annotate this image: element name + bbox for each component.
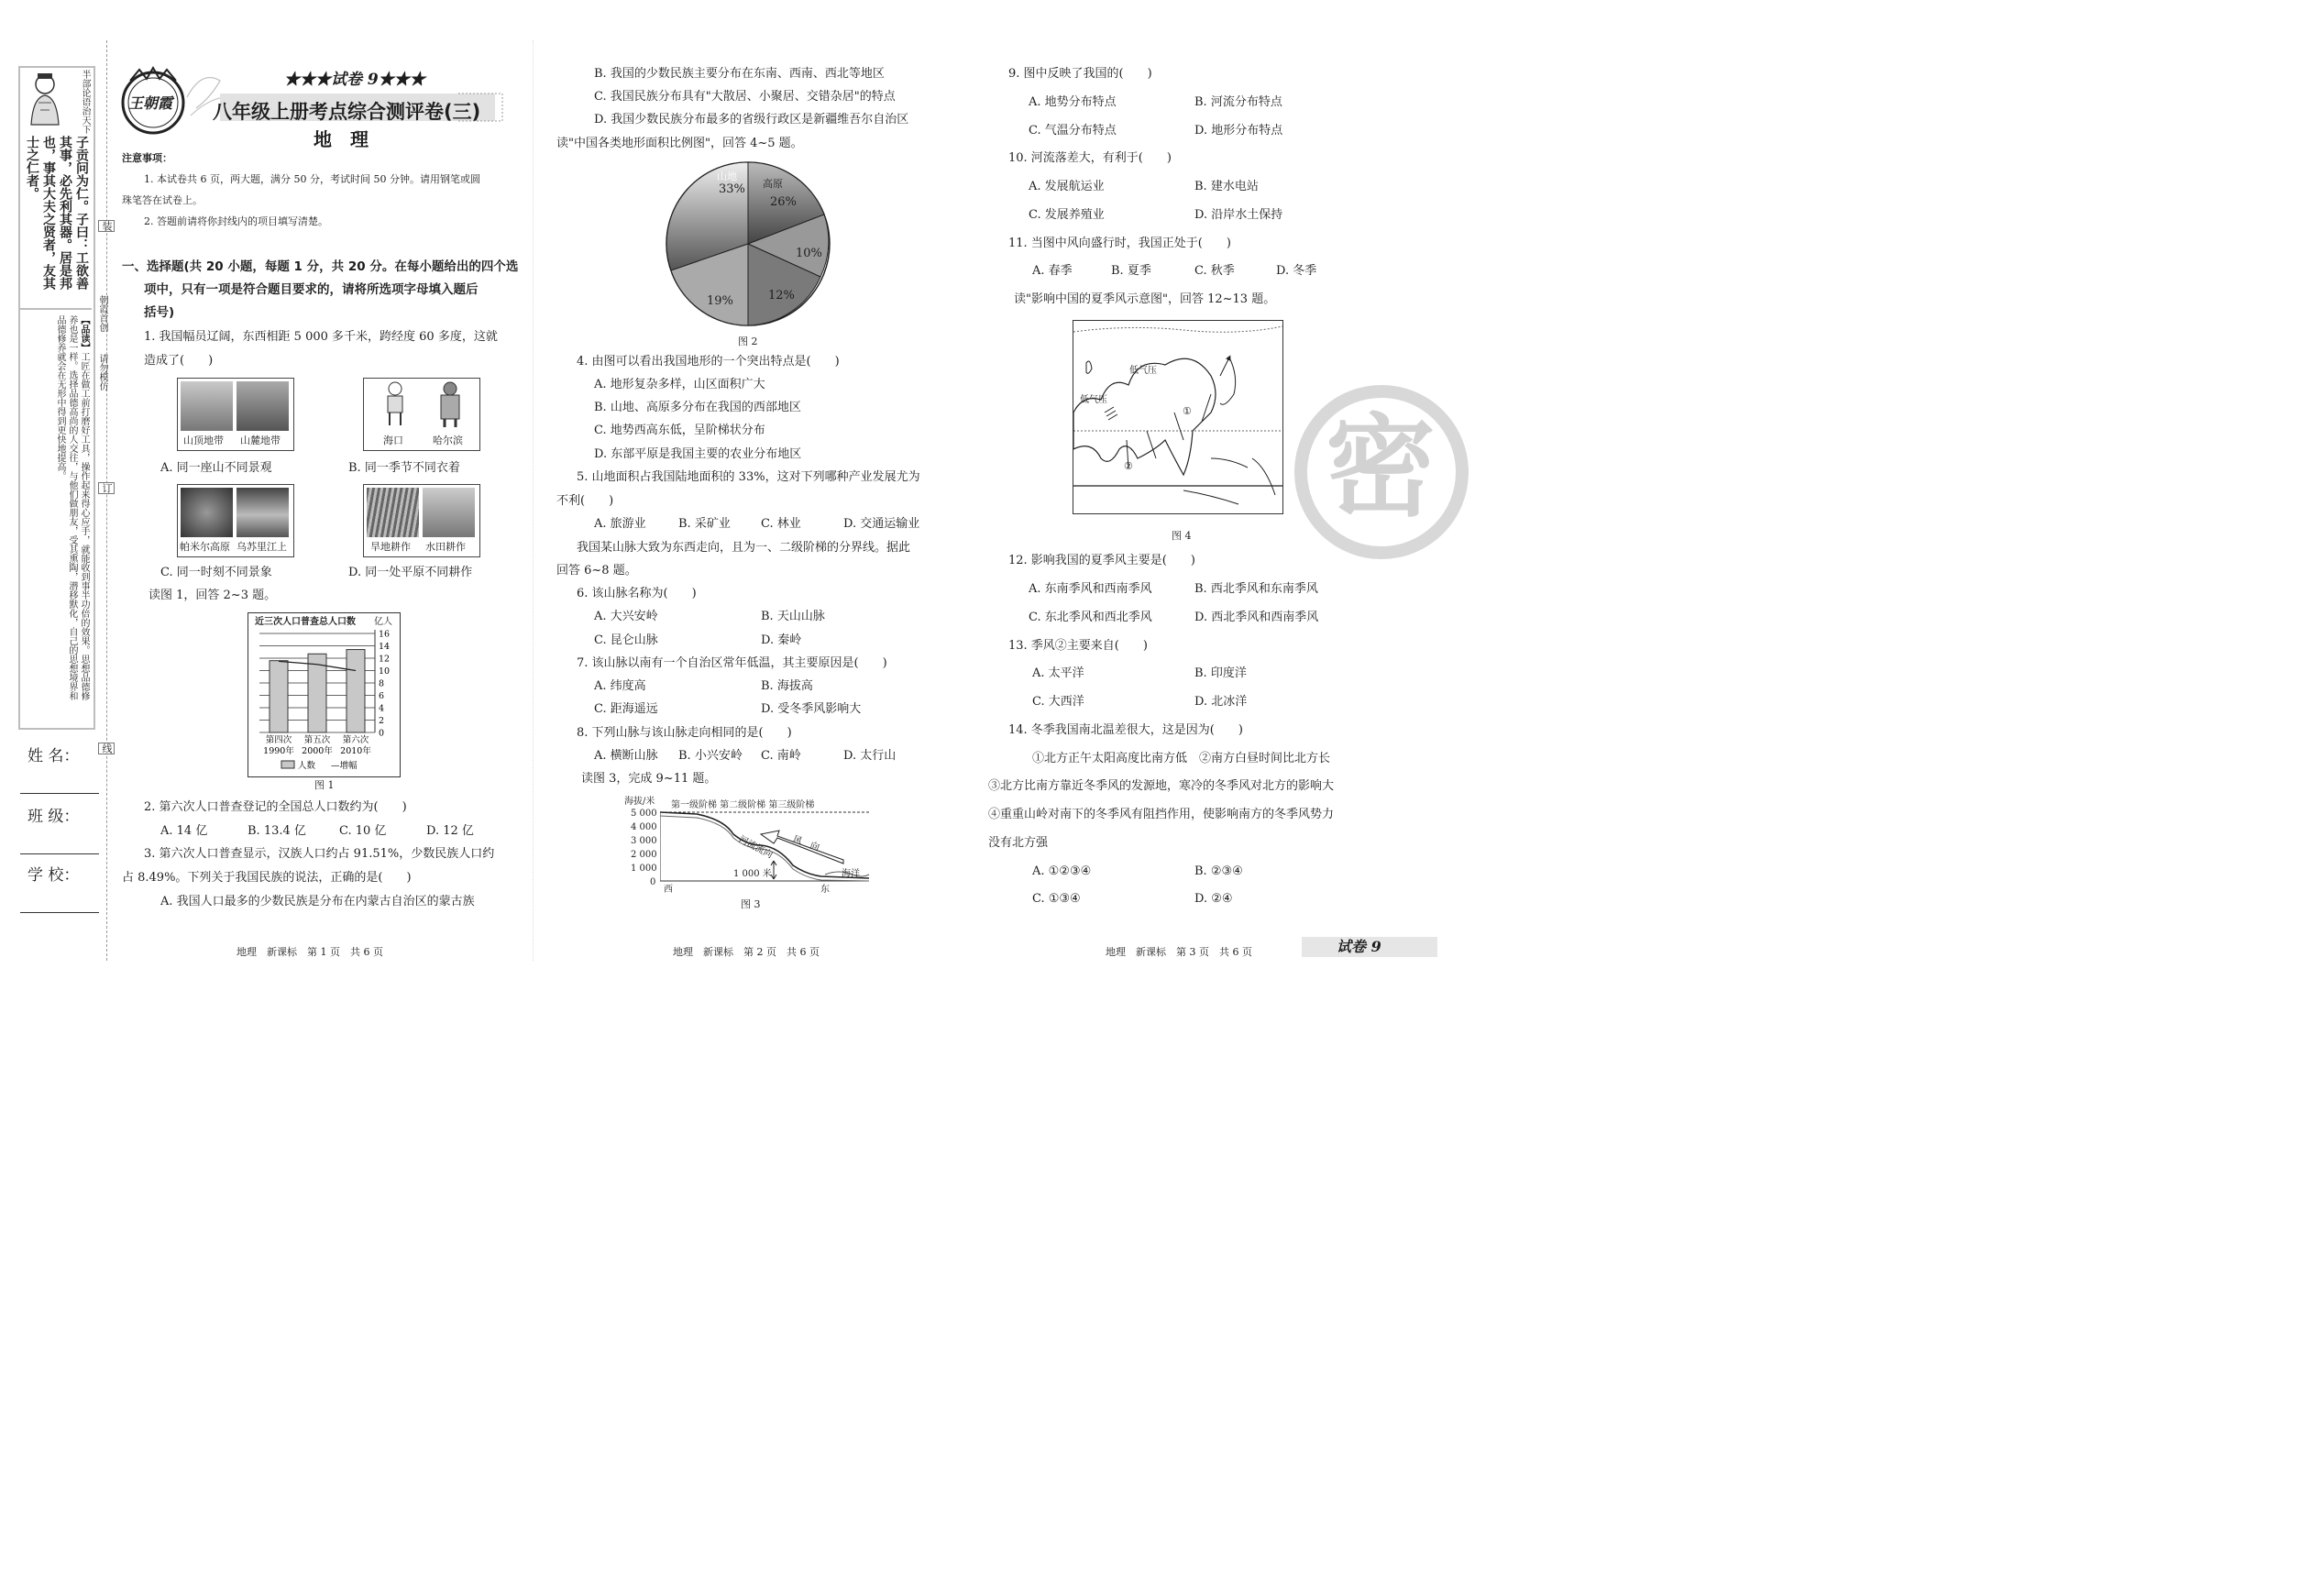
q9-stem: 9. 图中反映了我国的( ) (1008, 67, 1152, 81)
q6-option-c[interactable]: C. 昆仑山脉 (594, 633, 658, 647)
q5-option-d[interactable]: D. 交通运输业 (843, 517, 920, 531)
q1-label-a1: 山顶地带 (183, 435, 224, 446)
q13-option-a[interactable]: A. 太平洋 (1032, 666, 1084, 680)
fig4-caption: 图 4 (1172, 530, 1192, 542)
fig3-west-label: 西 (664, 885, 673, 895)
fig2-plateau-label: 高原 (763, 178, 783, 190)
fig1-unit: 亿人 (374, 617, 392, 627)
fig3-ytick-3000: 3 000 (631, 836, 657, 846)
notes-1a: 1. 本试卷共 6 页，两大题，满分 50 分，考试时间 50 分钟。请用钢笔或圆 (144, 173, 480, 185)
fig3-ytick-2000: 2 000 (631, 850, 657, 860)
fig3-caption: 图 3 (741, 898, 761, 910)
q14-option-b[interactable]: B. ②③④ (1194, 864, 1243, 878)
fig2-mountain-pct: 33% (719, 182, 745, 196)
fig1-ytick: 16 (379, 629, 391, 640)
q1-photo-c2 (237, 488, 289, 537)
q1-photo-c1 (181, 488, 233, 537)
fig4-low-pressure-2: 低气压 (1080, 395, 1107, 405)
q14-line4: 没有北方强 (988, 836, 1049, 850)
fig1-ytick: 8 (379, 678, 385, 689)
q11-option-d[interactable]: D. 冬季 (1276, 264, 1317, 278)
q1-person-icon-2 (436, 381, 464, 433)
footer-page-1: 地理 新课标 第 1 页 共 6 页 (237, 946, 383, 958)
fig2-intro: 读"中国各类地形面积比例图"，回答 4~5 题。 (556, 137, 803, 150)
fold-line-center (533, 40, 534, 961)
sidebar-pindu-text (24, 315, 90, 700)
fig1-ytick: 14 (379, 642, 391, 652)
sidebar-divider (20, 308, 92, 310)
q12-option-c[interactable]: C. 东北季风和西北季风 (1029, 611, 1152, 624)
q3-stem-1: 3. 第六次人口普查显示，汉族人口约占 91.51%，少数民族人口约 (144, 847, 495, 861)
fig3-east-label: 东 (820, 885, 830, 895)
q14-line3: ④重重山岭对南下的冬季风有阻挡作用，使影响南方的冬季风势力 (988, 808, 1335, 821)
school-field[interactable] (20, 911, 99, 913)
intro68-line1: 我国某山脉大致为东西走向，且为一、二级阶梯的分界线。据此 (577, 541, 911, 555)
notes-1b: 珠笔答在试卷上。 (122, 194, 203, 206)
q7-option-c[interactable]: C. 距海遥远 (594, 702, 658, 716)
logo-text: 王朝霞 (128, 94, 173, 112)
fold-text-2: 请勿模仿 (97, 354, 107, 391)
fig1-ytick: 2 (379, 716, 385, 726)
q3-option-b[interactable]: B. 我国的少数民族主要分布在东南、西南、西北等地区 (594, 67, 885, 81)
q4-option-c[interactable]: C. 地势西高东低，呈阶梯状分布 (594, 424, 765, 437)
fig3-yaxis-label: 海拔/米 (624, 797, 655, 807)
paper-title: 八年级上册考点综合测评卷(三) (213, 101, 481, 123)
q14-line1: ①北方正午太阳高度比南方低 ②南方白昼时间比北方长 (1032, 752, 1331, 765)
q8-option-d[interactable]: D. 太行山 (843, 749, 897, 763)
class-field[interactable] (20, 853, 99, 854)
name-field[interactable] (20, 792, 99, 794)
q5-option-c[interactable]: C. 林业 (761, 517, 801, 531)
paper-number: ★★★试卷 9★★★ (284, 71, 425, 89)
q1-person-icon-1 (381, 381, 409, 433)
class-label: 班 级： (28, 808, 80, 826)
q6-stem: 6. 该山脉名称为( ) (577, 587, 697, 600)
fig3-ytick-5000: 5 000 (631, 809, 657, 819)
fig1-legend-swatch (281, 761, 294, 768)
fold-line-left (106, 40, 107, 961)
q7-option-a[interactable]: A. 纬度高 (594, 679, 646, 693)
q3-option-d[interactable]: D. 我国少数民族分布最多的省级行政区是新疆维吾尔自治区 (594, 113, 909, 127)
q7-stem: 7. 该山脉以南有一个自治区常年低温，其主要原因是( ) (577, 656, 887, 670)
q12-option-b[interactable]: B. 西北季风和东南季风 (1194, 582, 1318, 596)
fig3-ytick-1000: 1 000 (631, 864, 657, 874)
q1-photo-a2 (237, 381, 289, 431)
fig1-chart (248, 612, 401, 777)
fig3-ytick-4000: 4 000 (631, 822, 657, 832)
fig2-caption: 图 2 (738, 336, 758, 347)
fig1-ytick: 0 (379, 728, 385, 739)
q7-option-d[interactable]: D. 受冬季风影响大 (761, 702, 862, 716)
footer-page-3: 地理 新课标 第 3 页 共 6 页 (1106, 946, 1252, 958)
fig1-xtick: 第五次 (303, 735, 331, 745)
fig1-intro: 读图 1，回答 2~3 题。 (149, 589, 277, 602)
fig4-marker-1: ① (1183, 405, 1192, 417)
q11-option-c[interactable]: C. 秋季 (1194, 264, 1235, 278)
q10-stem: 10. 河流落差大，有利于( ) (1008, 151, 1172, 165)
q3-option-a[interactable]: A. 我国人口最多的少数民族是分布在内蒙古自治区的蒙古族 (160, 895, 475, 908)
fold-text-1: 朝霞首创 (97, 295, 107, 332)
fig1-caption: 图 1 (314, 779, 335, 791)
fig3-intro: 读图 3，完成 9~11 题。 (581, 772, 717, 786)
fig1-ytick: 10 (379, 666, 391, 677)
q1-label-d2: 水田耕作 (425, 541, 466, 553)
q13-stem: 13. 季风②主要来自( ) (1008, 639, 1148, 653)
fig1-legend-line: —增幅 (331, 761, 358, 771)
q5-stem-2: 不利( ) (556, 494, 614, 508)
fig1-legend-bars: 人数 (298, 761, 316, 771)
q1-option-c[interactable]: C. 同一时刻不同景象 (160, 566, 272, 579)
q10-option-b[interactable]: B. 建水电站 (1194, 180, 1259, 193)
q11-option-b[interactable]: B. 夏季 (1111, 264, 1151, 278)
q2-option-b[interactable]: B. 13.4 亿 (248, 824, 306, 838)
q3-option-c[interactable]: C. 我国民族分布具有"大散居、小聚居、交错杂居"的特点 (594, 90, 896, 104)
q8-stem: 8. 下列山脉与该山脉走向相同的是( ) (577, 726, 792, 740)
fig2-pie (664, 160, 832, 328)
q1-option-b[interactable]: B. 同一季节不同衣着 (348, 461, 460, 475)
q6-option-d[interactable]: D. 秦岭 (761, 633, 802, 647)
fig4-intro: 读"影响中国的夏季风示意图"，回答 12~13 题。 (1014, 292, 1276, 306)
q6-option-a[interactable]: A. 大兴安岭 (594, 610, 658, 623)
footer-page-2: 地理 新课标 第 2 页 共 6 页 (673, 946, 820, 958)
fig2-plateau-pct: 26% (770, 195, 797, 209)
q9-option-b[interactable]: B. 河流分布特点 (1194, 95, 1282, 109)
fig2-mountain-label: 山地 (717, 171, 737, 182)
q12-stem: 12. 影响我国的夏季风主要是( ) (1008, 554, 1195, 567)
fig1-ytick: 4 (379, 703, 385, 714)
q5-option-a[interactable]: A. 旅游业 (594, 517, 646, 531)
fig1-xtick-year: 1990年 (263, 746, 294, 756)
fig3-sea-label: 海洋 (842, 869, 860, 879)
fig3-ytick-0: 0 (650, 877, 656, 887)
q1-photo-d1 (367, 488, 419, 537)
q2-option-c[interactable]: C. 10 亿 (339, 824, 387, 838)
q5-stem-1: 5. 山地面积占我国陆地面积的 33%，这对下列哪种产业发展尤为 (577, 470, 920, 484)
fig3-river-label: 河流流向 (736, 834, 775, 861)
q14-option-a[interactable]: A. ①②③④ (1032, 864, 1092, 878)
q1-label-d1: 旱地耕作 (370, 541, 411, 553)
seal-char-3: 线 (98, 743, 115, 754)
seal-char-2: 订 (98, 482, 115, 494)
q8-option-a[interactable]: A. 横断山脉 (594, 749, 658, 763)
section1-line1: 一、选择题(共 20 小题，每题 1 分，共 20 分。在每小题给出的四个选 (122, 259, 519, 274)
q11-option-a[interactable]: A. 春季 (1032, 264, 1073, 278)
q1-label-c1: 帕米尔高原 (180, 541, 230, 553)
fig1-ytick: 12 (379, 654, 391, 665)
fig3-drop-label: 1 000 米 (733, 869, 772, 879)
fig4-marker-2: ② (1124, 460, 1133, 472)
q4-option-b[interactable]: B. 山地、高原多分布在我国的西部地区 (594, 401, 801, 414)
q1-photo-a1 (181, 381, 233, 431)
fig1-bar (347, 650, 365, 732)
q1-option-a[interactable]: A. 同一座山不同景观 (160, 461, 272, 475)
q7-option-b[interactable]: B. 海拔高 (761, 679, 813, 693)
q4-option-a[interactable]: A. 地形复杂多样，山区面积广大 (594, 378, 765, 391)
q1-label-c2: 乌苏里江上 (237, 541, 287, 553)
fig2-hill-pct: 10% (796, 247, 822, 260)
fig4-low-pressure-1: 低气压 (1129, 366, 1157, 376)
notes-heading: 注意事项： (122, 152, 172, 164)
seal-char-1: 装 (98, 220, 115, 232)
sidebar-pindu-label: 【品读】 (79, 315, 89, 352)
fig1-xtick: 第六次 (342, 735, 369, 745)
q6-option-b[interactable]: B. 天山山脉 (761, 610, 825, 623)
q5-option-b[interactable]: B. 采矿业 (678, 517, 731, 531)
q4-stem: 4. 由图可以看出我国地形的一个突出特点是( ) (577, 355, 840, 369)
fig2-basin-pct: 19% (707, 294, 733, 308)
section1-line2: 项中，只有一项是符合题目要求的，请将所选项字母填入题后 (144, 282, 479, 297)
fig1-xtick-year: 2010年 (340, 746, 371, 756)
intro68-line2: 回答 6~8 题。 (556, 564, 637, 578)
q12-option-d[interactable]: D. 西北季风和西南季风 (1194, 611, 1319, 624)
q1-label-b1: 海口 (383, 435, 403, 446)
q2-stem: 2. 第六次人口普查登记的全国总人口数约为( ) (144, 800, 407, 814)
fig2-plain-pct: 12% (768, 289, 795, 303)
q11-stem: 11. 当图中风向盛行时，我国正处于( ) (1008, 237, 1231, 250)
q8-option-c[interactable]: C. 南岭 (761, 749, 801, 763)
q8-option-b[interactable]: B. 小兴安岭 (678, 749, 743, 763)
q9-option-d[interactable]: D. 地形分布特点 (1194, 124, 1283, 138)
q10-option-d[interactable]: D. 沿岸水土保持 (1194, 208, 1283, 222)
fig3-steps-label: 第一级阶梯 第二级阶梯 第三级阶梯 (671, 800, 815, 810)
q10-option-c[interactable]: C. 发展养殖业 (1029, 208, 1105, 222)
q13-option-c[interactable]: C. 大西洋 (1032, 695, 1084, 709)
q9-option-c[interactable]: C. 气温分布特点 (1029, 124, 1117, 138)
section1-line3: 括号) (144, 305, 175, 320)
sidebar-quote: 子贡问为仁。子曰：工欲善其事，必先利其器。居是邦也，事其大夫之贤者，友其士之仁者。 (25, 136, 89, 290)
q2-option-a[interactable]: A. 14 亿 (160, 824, 208, 838)
q14-option-d[interactable]: D. ②④ (1194, 892, 1233, 906)
name-label: 姓 名： (28, 747, 80, 765)
secret-seal-char: 密 (1326, 402, 1436, 532)
sidebar-portrait (22, 70, 68, 127)
q3-stem-2: 占 8.49%。下列关于我国民族的说法，正确的是( ) (122, 871, 412, 885)
subject-title: 地 理 (314, 128, 369, 150)
fig1-bar (270, 661, 288, 732)
fig3-wind-label: 风 向 (791, 834, 821, 853)
fig1-ytick: 6 (379, 691, 385, 701)
q1-photo-d2 (423, 488, 475, 537)
q1-label-a2: 山麓地带 (240, 435, 281, 446)
q1-option-d[interactable]: D. 同一处平原不同耕作 (348, 566, 473, 579)
q14-option-c[interactable]: C. ①③④ (1032, 892, 1081, 906)
q1-label-b2: 哈尔滨 (433, 435, 463, 446)
q12-option-a[interactable]: A. 东南季风和西南季风 (1029, 582, 1152, 596)
q4-option-d[interactable]: D. 东部平原是我国主要的农业分布地区 (594, 447, 802, 461)
q2-option-d[interactable]: D. 12 亿 (426, 824, 474, 838)
q9-option-a[interactable]: A. 地势分布特点 (1029, 95, 1117, 109)
q14-line2: ③北方比南方靠近冬季风的发源地，寒冷的冬季风对北方的影响大 (988, 779, 1335, 793)
fig4-map (1073, 320, 1283, 514)
fig1-xtick: 第四次 (265, 735, 292, 745)
fig1-xtick-year: 2000年 (302, 746, 333, 756)
q14-stem: 14. 冬季我国南北温差很大，这是因为( ) (1008, 723, 1243, 737)
notes-2: 2. 答题前请将你封线内的项目填写清楚。 (144, 215, 328, 227)
sidebar-pindu-body: 工匠在做工前打磨好工具，操作起来得心应手，就能收到事半功倍的效果。思想品德修养也是一样。选择品德高尚的人交往，与他们做朋友，受其熏陶，潜移默化，自己的思想境界和品德修养就会在无形中得到更快地提高。 (55, 315, 89, 700)
q10-option-a[interactable]: A. 发展航运业 (1029, 180, 1105, 193)
q13-option-d[interactable]: D. 北冰洋 (1194, 695, 1248, 709)
q1-stem-1: 1. 我国幅员辽阔，东西相距 5 000 多千米，跨经度 60 多度，这就 (144, 330, 498, 344)
school-label: 学 校： (28, 866, 80, 885)
q1-stem-2: 造成了( ) (144, 354, 214, 368)
footer-tag: 试卷 9 (1337, 938, 1381, 955)
q13-option-b[interactable]: B. 印度洋 (1194, 666, 1247, 680)
sidebar-vertical-title: 半部论语治天下 (80, 70, 90, 134)
fig1-svg (248, 613, 400, 776)
fig1-title: 近三次人口普查总人口数 (255, 617, 356, 627)
